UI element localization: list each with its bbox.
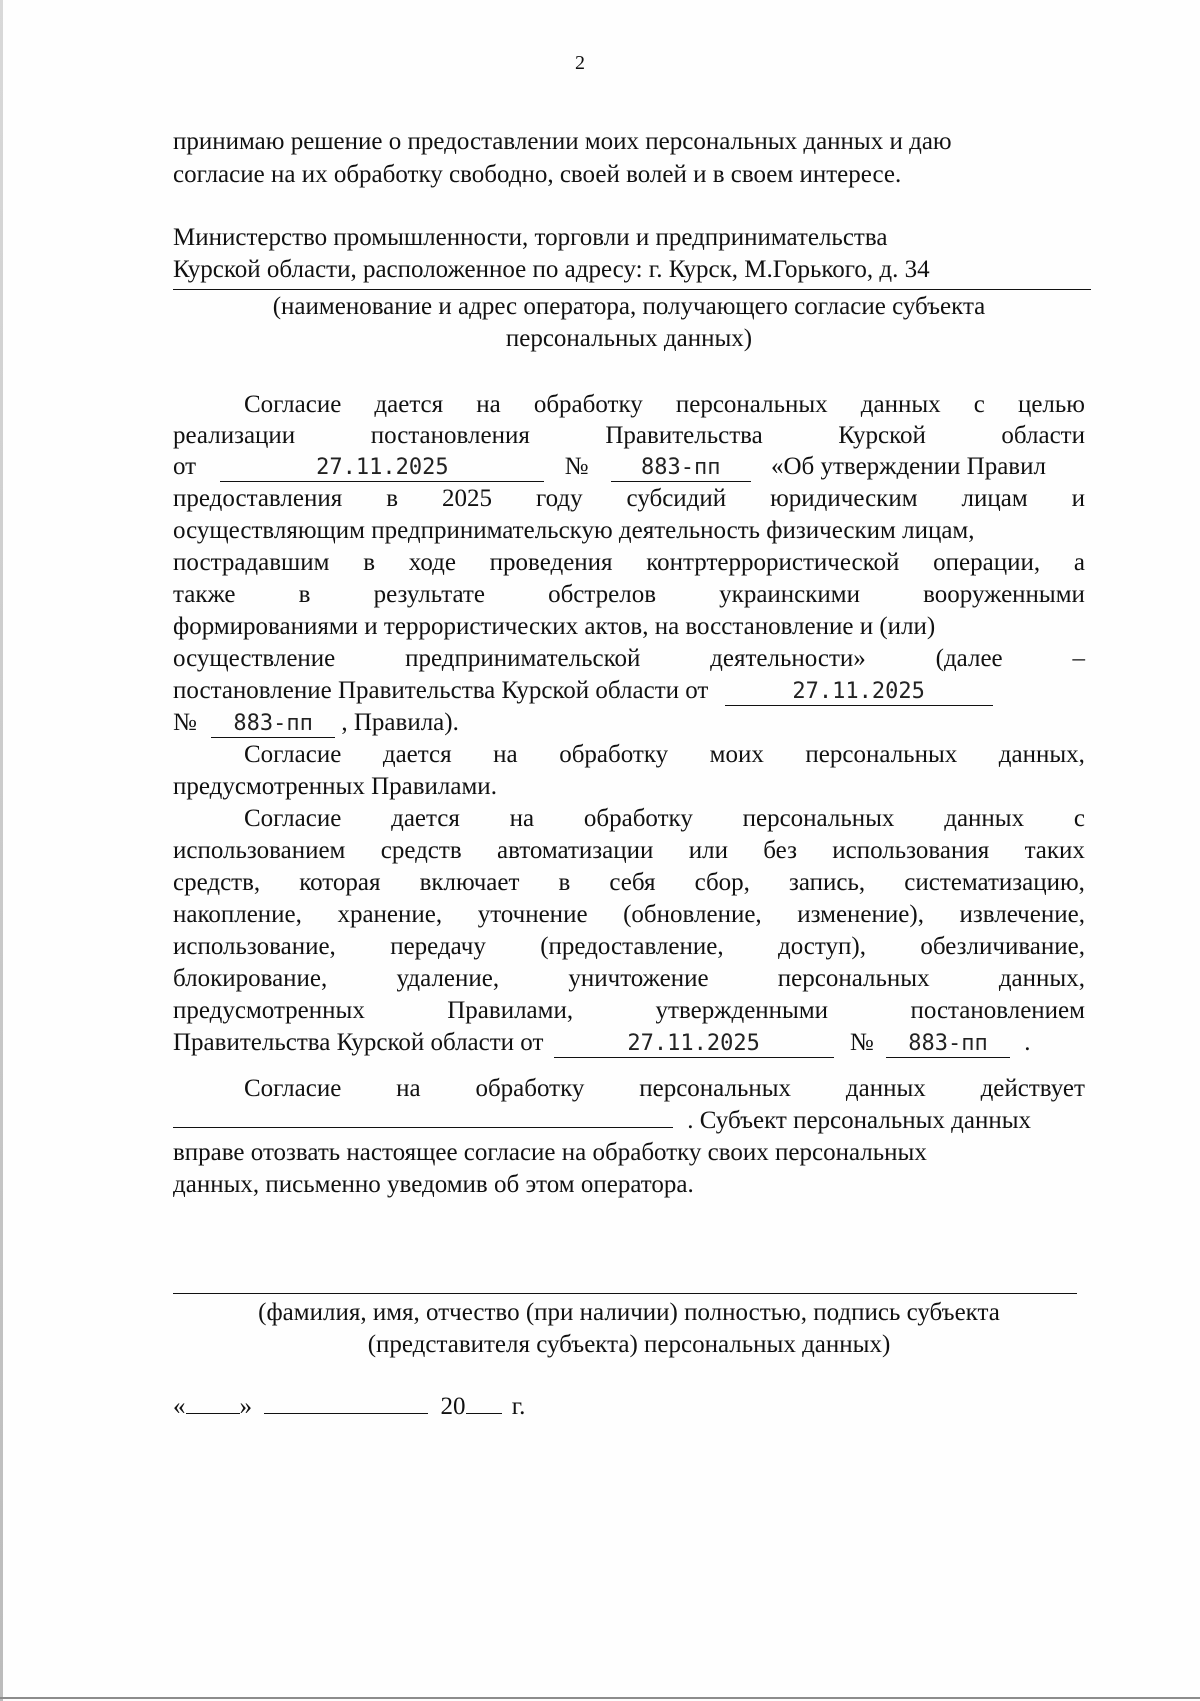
word: себя: [609, 869, 656, 896]
year-field[interactable]: [466, 1413, 502, 1414]
word: области: [1001, 422, 1085, 449]
p4-line-1: [244, 1074, 1085, 1104]
word: данных: [944, 805, 1025, 832]
word: дается: [382, 741, 452, 768]
p1-line-2: [173, 421, 1085, 451]
word: персональных: [777, 965, 930, 992]
resolution-date-field-3[interactable]: 27.11.2025: [554, 1031, 834, 1058]
p3-line-5: [173, 932, 1085, 962]
word: .: [1024, 1029, 1031, 1056]
word: автоматизации: [496, 837, 654, 864]
word: Согласие: [244, 741, 342, 768]
word: операции,: [933, 549, 1041, 576]
number-sign: №: [173, 709, 197, 736]
intro-line-1: принимаю решение о предоставлении моих персональных данных и даю: [173, 128, 952, 155]
month-field[interactable]: [264, 1413, 428, 1414]
day-field[interactable]: [186, 1413, 240, 1414]
p3-line-7: [173, 996, 1085, 1026]
word: вооруженными: [923, 581, 1085, 608]
word: –: [1072, 645, 1085, 672]
word: проведения: [489, 549, 613, 576]
word: которая: [299, 869, 381, 896]
word: обработку: [559, 741, 669, 768]
word: на: [396, 1075, 421, 1102]
word: данных: [845, 1075, 926, 1102]
number-sign: №: [564, 453, 589, 480]
word: 2025: [441, 485, 492, 512]
p1-line-5: осуществляющим предпринимательскую деятельность физическим лицам,: [173, 517, 975, 544]
number-sign: №: [849, 1029, 874, 1056]
word: изменение),: [797, 901, 924, 928]
word: с: [1073, 805, 1085, 832]
word: персональных: [639, 1075, 792, 1102]
word: удаление,: [396, 965, 500, 992]
word: Правительства: [605, 422, 763, 449]
word: Согласие: [244, 391, 342, 418]
word: средств,: [173, 869, 261, 896]
p1-line-9: [173, 644, 1085, 674]
p1-line-8: формированиями и террористических актов, на восстановление и (или): [173, 613, 936, 640]
word: запись,: [789, 869, 866, 896]
p1-line-10: [173, 676, 1085, 706]
operator-underline: [173, 289, 1091, 290]
p1-line-11: [173, 708, 1085, 738]
word: дается: [391, 805, 460, 832]
word: таких: [1024, 837, 1085, 864]
year-suffix: г.: [511, 1393, 526, 1420]
word: постановлением: [910, 997, 1085, 1024]
p1-line-6: [173, 548, 1085, 578]
word: с: [973, 391, 985, 418]
word: хранение,: [337, 901, 443, 928]
word: или: [688, 837, 728, 864]
word: контртеррористической: [646, 549, 900, 576]
word: субсидий: [626, 485, 727, 512]
word: обезличивание,: [920, 933, 1085, 960]
word: средств: [380, 837, 462, 864]
word: в: [298, 581, 311, 608]
word: утвержденными: [655, 997, 829, 1024]
word: и: [1071, 485, 1085, 512]
word: на: [493, 741, 518, 768]
word: моих: [709, 741, 764, 768]
word: блокирование,: [173, 965, 328, 992]
page-number: 2: [575, 52, 585, 74]
open-quote: «: [173, 1393, 186, 1420]
word: постановление Правительства Курской области от: [173, 677, 709, 704]
word: включает: [419, 869, 520, 896]
word: накопление,: [173, 901, 302, 928]
p1-line-1: [244, 390, 1085, 420]
word: извлечение,: [959, 901, 1085, 928]
resolution-date-field-2[interactable]: 27.11.2025: [725, 679, 993, 706]
resolution-number-field-2[interactable]: 883-пп: [211, 711, 335, 738]
word: обстрелов: [548, 581, 657, 608]
word: предпринимательской: [405, 645, 641, 672]
word: использование,: [173, 933, 336, 960]
p4-line-3: вправе отозвать настоящее согласие на обработку своих персональных: [173, 1139, 927, 1166]
word: доступ),: [777, 933, 866, 960]
operator-line-2: Курской области, расположенное по адресу: г. Курск, М.Горького, д. 34: [173, 256, 930, 283]
word: обработку: [533, 391, 643, 418]
word: году: [535, 485, 583, 512]
word: действует: [980, 1075, 1085, 1102]
close-quote: »: [239, 1393, 252, 1420]
scan-edge-bottom: [0, 1697, 1200, 1699]
date-line: [173, 1392, 1085, 1422]
word: в: [558, 869, 571, 896]
word: украинскими: [719, 581, 860, 608]
word: (обновление,: [623, 901, 762, 928]
word: пострадавшим: [173, 549, 330, 576]
word: (предоставление,: [540, 933, 724, 960]
word: деятельности»: [710, 645, 866, 672]
consent-validity-field[interactable]: [173, 1127, 673, 1128]
word: на: [476, 391, 501, 418]
intro-line-2: согласие на их обработку свободно, своей волей и в своем интересе.: [173, 161, 902, 188]
operator-caption-1: (наименование и адрес оператора, получающего согласие субъекта: [272, 293, 986, 320]
word: результате: [373, 581, 485, 608]
word: а: [1073, 549, 1085, 576]
p3-line-6: [173, 964, 1085, 994]
word: использованием: [173, 837, 346, 864]
p3-line-3: [173, 868, 1085, 898]
word: обработку: [583, 805, 693, 832]
word: дается: [374, 391, 444, 418]
word: постановления: [370, 422, 530, 449]
word: данных: [860, 391, 941, 418]
p1-line-4: [173, 484, 1085, 514]
word: реализации: [173, 422, 296, 449]
p4-line-2: [173, 1106, 1085, 1136]
p2-line-2: предусмотренных Правилами.: [173, 773, 497, 800]
operator-caption-2: персональных данных): [505, 325, 753, 352]
word: (далее: [935, 645, 1003, 672]
resolution-title-start: «Об утверждении Правил: [770, 453, 1046, 480]
word: обработку: [475, 1075, 585, 1102]
word: от: [173, 453, 197, 480]
word: систематизацию,: [904, 869, 1085, 896]
word: сбор,: [694, 869, 750, 896]
p3-line-1: [244, 804, 1085, 834]
word: . Субъект персональных данных: [687, 1107, 1032, 1134]
word: осуществление: [173, 645, 336, 672]
signature-line[interactable]: [173, 1293, 1077, 1294]
word: персональных: [742, 805, 895, 832]
word: также: [173, 581, 236, 608]
word: персональных: [675, 391, 828, 418]
word: целью: [1017, 391, 1085, 418]
p1-line-7: [173, 580, 1085, 610]
word: ходе: [408, 549, 456, 576]
century: 20: [440, 1393, 466, 1420]
p3-line-2: [173, 836, 1085, 866]
word: Согласие: [244, 805, 342, 832]
word: предусмотренных: [173, 997, 365, 1024]
word: данных,: [998, 741, 1085, 768]
word: в: [363, 549, 376, 576]
word: уничтожение: [568, 965, 709, 992]
resolution-date-field[interactable]: 27.11.2025: [220, 455, 544, 482]
p3-line-8: [173, 1028, 1085, 1058]
word: Правилами,: [447, 997, 574, 1024]
word: на: [509, 805, 535, 832]
resolution-number-field[interactable]: 883-пп: [611, 455, 751, 482]
word: без: [763, 837, 797, 864]
word: Курской: [838, 422, 926, 449]
scan-edge-left: [0, 0, 3, 1701]
signature-caption-2: (представителя субъекта) персональных данных): [367, 1331, 891, 1358]
word: Правительства Курской области от: [173, 1029, 544, 1056]
word: использования: [832, 837, 990, 864]
word: юридическим: [770, 485, 918, 512]
p2-line-1: [244, 740, 1085, 770]
operator-line-1: Министерство промышленности, торговли и предпринимательства: [173, 224, 888, 251]
word: в: [386, 485, 398, 512]
word: персональных: [805, 741, 958, 768]
p3-line-4: [173, 900, 1085, 930]
p1-line-3: [173, 452, 1085, 482]
word: , Правила).: [341, 709, 459, 736]
word: предоставления: [173, 485, 343, 512]
resolution-number-field-3[interactable]: 883-пп: [886, 1031, 1010, 1058]
word: Согласие: [244, 1075, 342, 1102]
signature-caption-1: (фамилия, имя, отчество (при наличии) полностью, подпись субъекта: [258, 1299, 1000, 1326]
word: уточнение: [477, 901, 588, 928]
word: передачу: [390, 933, 486, 960]
word: лицам: [961, 485, 1028, 512]
word: данных,: [998, 965, 1085, 992]
p4-line-4: данных, письменно уведомив об этом оператора.: [173, 1171, 694, 1198]
